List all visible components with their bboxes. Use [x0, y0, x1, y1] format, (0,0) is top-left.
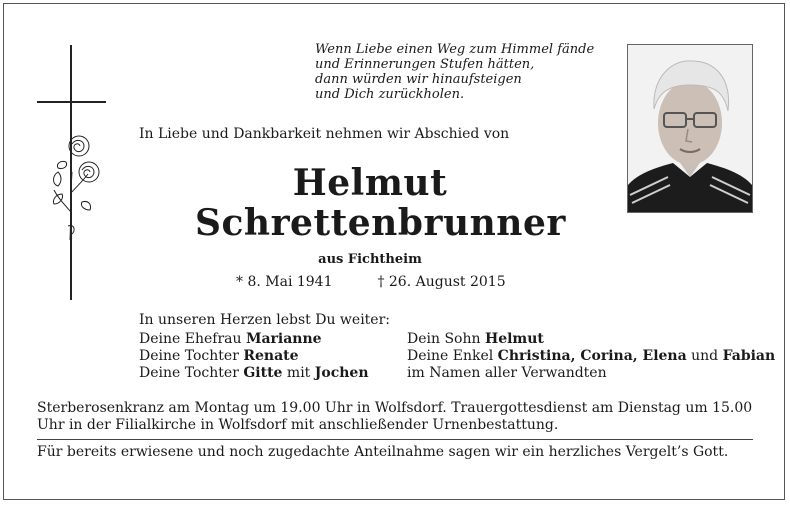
mourner-name: Marianne: [245, 331, 322, 347]
mourner-line: [407, 365, 775, 382]
relation: Deine Ehefrau: [139, 331, 246, 347]
mourners-column-right: [407, 331, 775, 382]
mourners-heading: In unseren Herzen lebst Du weiter:: [139, 312, 391, 328]
poem-line: dann würden wir hinaufsteigen: [315, 72, 522, 87]
mourner-line: [139, 365, 369, 382]
last-name: Schrettenbrunner: [195, 202, 566, 244]
origin-text: aus Fichtheim: [318, 252, 422, 267]
mourner-line: [139, 348, 369, 365]
relation: Deine Tochter: [139, 365, 244, 381]
life-dates: [236, 274, 506, 290]
roses-icon: [46, 132, 106, 247]
poem-line: und Dich zurückholen.: [315, 87, 465, 102]
mourner-line: [407, 348, 775, 365]
mourner-name: Renate: [243, 348, 299, 364]
relation: Deine Tochter: [139, 348, 244, 364]
intro-text: In Liebe und Dankbarkeit nehmen wir Abschied von: [139, 126, 510, 142]
connector: mit: [282, 365, 315, 381]
cross-bar: [37, 101, 106, 103]
mourner-name: Jochen: [314, 365, 369, 381]
portrait-photo: [627, 44, 753, 213]
deceased-name: [195, 162, 566, 244]
relation: im Namen aller Verwandten: [407, 365, 607, 381]
mourner-line: [139, 331, 369, 348]
poem-line: und Erinnerungen Stufen hätten,: [315, 57, 535, 72]
mourner-name: Christina, Corina, Elena: [497, 348, 687, 364]
divider: [37, 439, 753, 440]
mourner-line: [407, 331, 775, 348]
relation: Deine Enkel: [407, 348, 498, 364]
connector: und: [686, 348, 723, 364]
death-date: † 26. August 2015: [377, 274, 506, 290]
mourner-name: Helmut: [484, 331, 544, 347]
poem: [315, 42, 594, 102]
relation: Dein Sohn: [407, 331, 485, 347]
birth-date: * 8. Mai 1941: [236, 274, 333, 290]
thanks-text: Für bereits erwiesene und noch zugedachte Anteilnahme sagen wir ein herzliches Vergelt’s Gott.: [37, 444, 729, 460]
service-notice: Sterberosenkranz am Montag um 19.00 Uhr in Wolfsdorf. Trauergottesdienst am Dienstag um 15.00 Uhr in der Filialkirche in Wolfsdorf mit anschließender Urnenbestattung.: [37, 400, 753, 433]
mourner-name: Fabian: [722, 348, 776, 364]
mourner-name: Gitte: [243, 365, 283, 381]
poem-line: Wenn Liebe einen Weg zum Himmel fände: [315, 42, 595, 57]
first-name: Helmut: [292, 162, 448, 204]
mourners-column-left: [139, 331, 369, 382]
